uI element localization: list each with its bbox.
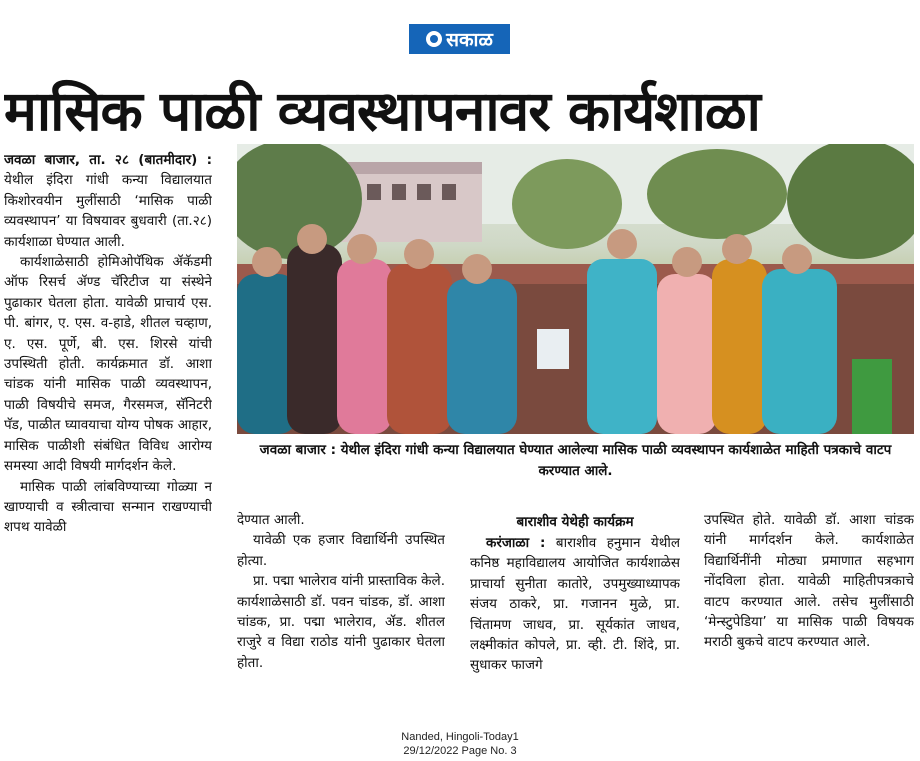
headline: मासिक पाळी व्यवस्थापनावर कार्यशाळा bbox=[4, 79, 760, 143]
column3-text-1: बाराशीव हनुमान येथील कनिष्ठ महाविद्यालय आयोजित कार्यशाळेस प्राचार्या सुनीता कातोरे, उपमुख्याध्यापक संजय ठाकरे, प्रा. गजानन मुळे, प्रा. चिंतामण जाधव, प्रा. सूर्यकांत जाधव, लक्ष्मीकांत कोपले, प्रा. व्ही. टी. शिंदे, प्रा. सुधाकर फाजगे bbox=[470, 535, 680, 674]
column3-para-1 bbox=[470, 533, 680, 676]
column1-para-1 bbox=[4, 150, 212, 252]
dateline: जवळा बाजार, ता. २८ (बातमीदार) : bbox=[4, 152, 212, 168]
logo-mark-icon bbox=[426, 31, 442, 47]
column2-para-2: यावेळी एक हजार विद्यार्थिनी उपस्थित होत्या. bbox=[237, 532, 445, 569]
column2-para-3: प्रा. पद्मा भालेराव यांनी प्रास्ताविक केले. कार्यशाळेसाठी डॉ. पवन चांडक, डॉ. आशा चांडक, प्रा. पद्मा भालेराव, ॲड. शीतल राजुरे व विद्या राठोड यांनी पुढाकार घेतला होता. bbox=[237, 573, 445, 671]
news-photo bbox=[237, 144, 914, 434]
column4-para-1: उपस्थित होते. यावेळी डॉ. आशा चांडक यांनी मार्गदर्शन केले. कार्यशाळेत विद्यार्थिनींनी मोठ्या प्रमाणात सहभाग नोंदविला होता. यावेळी माहितीपत्रकाचे वाटप करण्यात आले. तसेच मुलींसाठी ‘मेन्स्टुपेडिया’ या मासिक पाळी विषयक मराठी बुकचे वाटप करण्यात आले. bbox=[704, 512, 914, 651]
footer-date-page: 29/12/2022 Page No. 3 bbox=[403, 745, 517, 757]
column1-para-2: कार्यशाळेसाठी होमिओपॅथिक ॲकॅडमी ऑफ रिसर्च ॲण्ड चॅरिटीज या संस्थेने पुढाकार घेतला होता. यावेळी प्राचार्य एस. पी. बांगर, ए. एस. व-हाडे, शीतल चव्हाण, ए. एस. पूर्णे, बी. एस. शिरसे यांची उपस्थिती होती. कार्यक्रमात डॉ. आशा चांडक यांनी मासिक पाळी व्यवस्थापन, पाळी विषयीचे समज, गैरसमज, सॅनिटरी पॅड, पाळीत घ्यावयाचा योग्य पोषक आहार, मासिक पाळीशी संबंधित विविध आरोग्य समस्या आदी विषयी मार्गदर्शन केले. bbox=[4, 254, 212, 475]
photo-illustration bbox=[237, 144, 914, 434]
page-footer bbox=[360, 730, 560, 758]
newspaper-logo bbox=[409, 24, 510, 54]
column1-text-1: येथील इंदिरा गांधी कन्या विद्यालयात किशोरवयीन मुलींसाठी ‘मासिक पाळी व्यवस्थापन’ या विषयावर बुधवारी (ता.२८) कार्यशाळा घेण्यात आली. bbox=[4, 172, 212, 250]
column2-para-1: देण्यात आली. bbox=[237, 512, 305, 528]
article-column-3 bbox=[470, 533, 680, 725]
dateline-2: करंजाळा : bbox=[486, 535, 546, 551]
column1-para-3: मासिक पाळी लांबविण्याच्या गोळ्या न खाण्याची व स्त्रीत्वाचा सन्मान राखण्याची शपथ यावेळी bbox=[4, 478, 212, 536]
logo-text: सकाळ bbox=[446, 29, 493, 51]
article-column-1 bbox=[4, 150, 212, 725]
photo-caption: जवळा बाजार : येथील इंदिरा गांधी कन्या विद्यालयात घेण्यात आलेल्या मासिक पाळी व्यवस्थापन कार्यशाळेत माहिती पत्रकाचे वाटप करण्यात आले. bbox=[259, 442, 892, 479]
article-column-2 bbox=[237, 510, 445, 725]
section-subhead: बाराशीव येथेही कार्यक्रम bbox=[516, 514, 634, 530]
article-column-4 bbox=[704, 510, 914, 725]
footer-edition: Nanded, Hingoli-Today1 bbox=[401, 731, 519, 743]
